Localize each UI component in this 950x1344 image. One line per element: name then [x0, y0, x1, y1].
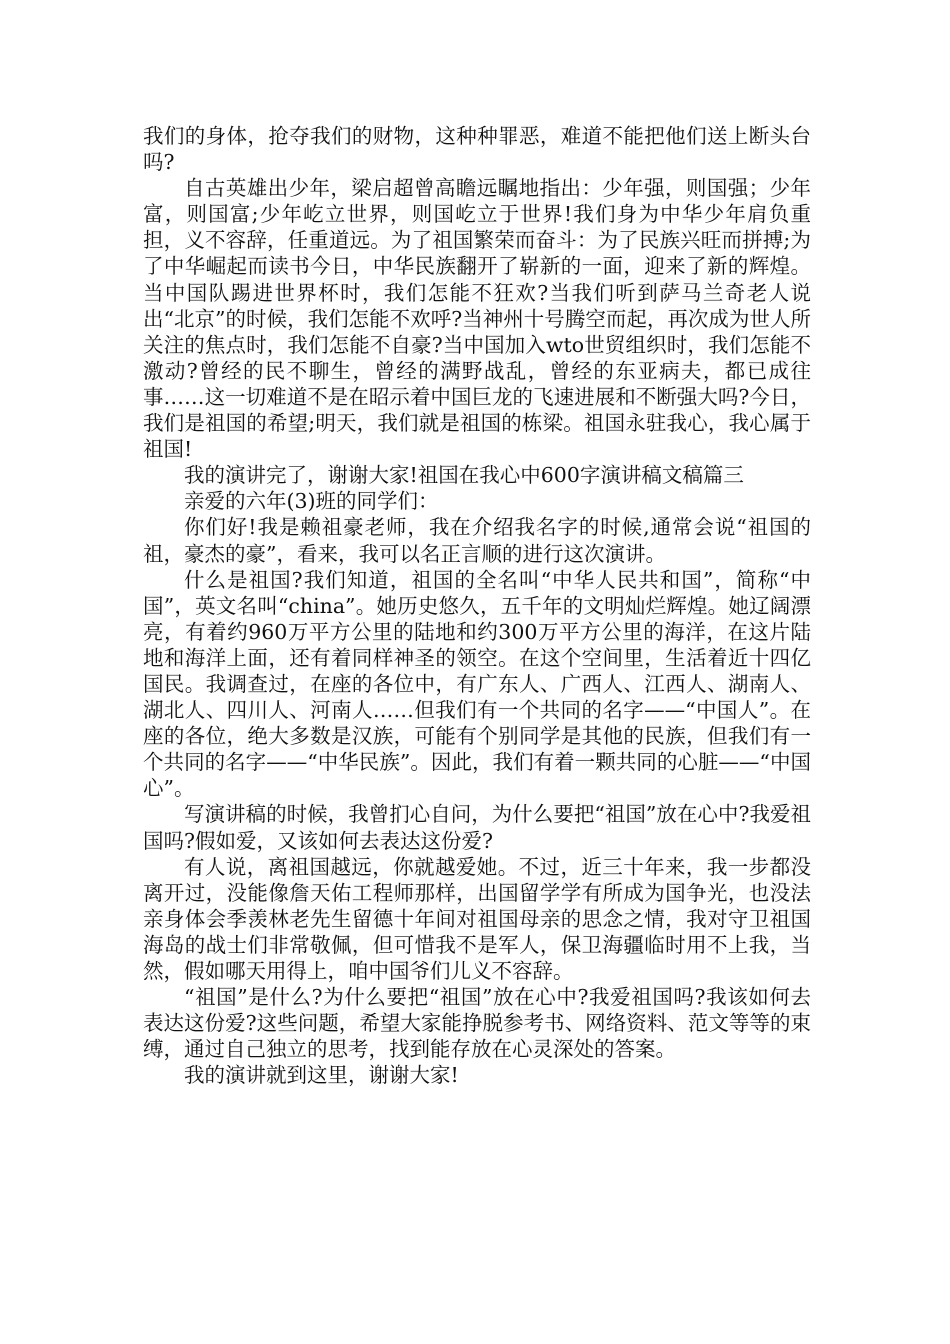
paragraph-4: 亲爱的六年(3)班的同学们： [184, 489, 439, 514]
paragraph-9: “祖国”是什么?为什么要把“祖国”放在心中?我爱祖国吗?我该如何去表达这份爱?这些问题，希望大家能挣脱参考书、网络资料、范文等等的束缚，通过自己独立的思考，找到能存放在心灵深处的答案。 [143, 985, 811, 1062]
paragraph-8: 有人说，离祖国越远，你就越爱她。不过，近三十年来，我一步都没离开过，没能像詹天佑工程师那样，出国留学学有所成为国争光，也没法亲身体会季羡林老先生留德十年间对祖国母亲的思念之情，我对守卫祖国海岛的战士们非常敬佩，但可惜我不是军人，保卫海疆临时用不上我，当然，假如哪天用得上，咱中国爷们儿义不容辞。 [143, 854, 811, 983]
paragraph-5: 你们好!我是赖祖豪老师，我在介绍我名字的时候,通常会说“祖国的祖，豪杰的豪”，看来，我可以名正言顺的进行这次演讲。 [143, 515, 811, 566]
paragraph-2: 自古英雄出少年，梁启超曾高瞻远瞩地指出：少年强，则国强；少年富，则国富;少年屹立世界，则国屹立于世界!我们身为中华少年肩负重担，义不容辞，任重道远。为了祖国繁荣而奋斗：为了民族兴旺而拼搏;为了中华崛起而读书今日，中华民族翻开了崭新的一面，迎来了新的辉煌。当中国队踢进世界杯时，我们怎能不狂欢?当我们听到萨马兰奇老人说出“北京”的时候，我们怎能不欢呼?当神州十号腾空而起，再次成为世人所关注的焦点时，我们怎能不自豪?当中国加入wto世贸组织时，我们怎能不激动?曾经的民不聊生，曾经的满野战乱，曾经的东亚病夫，都已成往事……这一切难道不是在昭示着中国巨龙的飞速进展和不断强大吗?今日，我们是祖国的希望;明天，我们就是祖国的栋梁。祖国永驻我心，我心属于祖国! [143, 176, 811, 462]
document-page [143, 123, 811, 1088]
paragraph-3: 我的演讲完了，谢谢大家!祖国在我心中600字演讲稿文稿篇三 [184, 463, 744, 488]
paragraph-6: 什么是祖国?我们知道，祖国的全名叫“中华人民共和国”，简称“中国”，英文名叫“china”。她历史悠久，五千年的文明灿烂辉煌。她辽阔漂亮，有着约960万平方公里的陆地和约300万平方公里的海洋，在这片陆地和海洋上面，还有着同样神圣的领空。在这个空间里，生活着近十四亿国民。我调查过，在座的各位中，有广东人、广西人、江西人、湖南人、湖北人、四川人、河南人……但我们有一个共同的名字——“中国人”。在座的各位，绝大多数是汉族，可能有个别同学是其他的民族，但我们有一个共同的名字——“中华民族”。因此，我们有着一颗共同的心脏——“中国心”。 [143, 567, 811, 801]
paragraph-7: 写演讲稿的时候，我曾扪心自问，为什么要把“祖国”放在心中?我爱祖国吗?假如爱，又该如何去表达这份爱? [143, 802, 811, 853]
paragraph-1: 我们的身体，抢夺我们的财物，这种种罪恶，难道不能把他们送上断头台吗? [143, 124, 811, 175]
paragraph-10: 我的演讲就到这里，谢谢大家! [184, 1063, 459, 1088]
